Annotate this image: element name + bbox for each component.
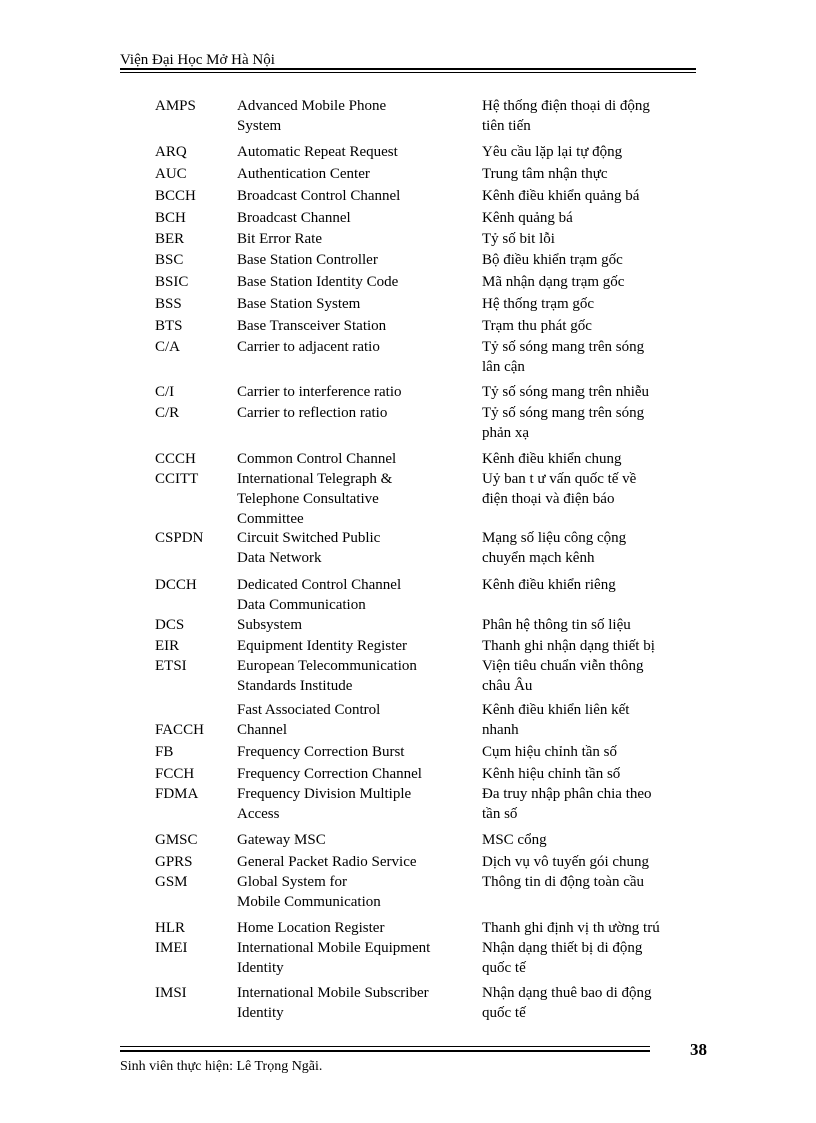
vietnamese-term: phản xạ — [482, 425, 530, 441]
page-number: 38 — [690, 1040, 707, 1059]
english-term: Telephone Consultative — [237, 491, 379, 507]
abbreviation-code: HLR — [155, 920, 185, 936]
footer-author: Sinh viên thực hiện: Lê Trọng Ngãi. — [120, 1059, 323, 1074]
english-term: Channel — [237, 722, 287, 738]
vietnamese-term: Trung tâm nhận thực — [482, 166, 608, 182]
abbreviation-code: CCCH — [155, 451, 196, 467]
vietnamese-term: Thanh ghi nhận dạng thiết bị — [482, 638, 655, 654]
vietnamese-term: Mạng số liệu công cộng — [482, 530, 627, 546]
abbreviation-code: C/I — [155, 384, 175, 400]
english-term: Committee — [237, 511, 304, 527]
abbreviation-code: C/R — [155, 405, 180, 421]
english-term: Advanced Mobile Phone — [237, 98, 387, 114]
english-term: Broadcast Control Channel — [237, 188, 401, 204]
abbreviation-code: BSIC — [155, 274, 189, 290]
vietnamese-term: quốc tế — [482, 960, 526, 976]
header-rule — [120, 68, 696, 70]
abbreviation-code: GPRS — [155, 854, 193, 870]
english-term: Base Station Identity Code — [237, 274, 399, 290]
vietnamese-term: Tỷ số sóng mang trên nhiễu — [482, 384, 650, 400]
abbreviation-code: DCS — [155, 617, 185, 633]
vietnamese-term: tiên tiến — [482, 118, 531, 134]
english-term: Data Network — [237, 550, 322, 566]
english-term: General Packet Radio Service — [237, 854, 417, 870]
abbreviation-code: C/A — [155, 339, 181, 355]
vietnamese-term: Viện tiêu chuẩn viễn thông — [482, 658, 644, 674]
vietnamese-term: Kênh điều khiển chung — [482, 451, 622, 467]
vietnamese-term: Uỷ ban t ư vấn quốc tế về — [482, 471, 637, 487]
english-term: Fast Associated Control — [237, 702, 381, 718]
vietnamese-term: Đa truy nhập phân chia theo — [482, 786, 652, 802]
english-term: Gateway MSC — [237, 832, 326, 848]
english-term: Automatic Repeat Request — [237, 144, 398, 160]
english-term: Frequency Division Multiple — [237, 786, 412, 802]
english-term: Mobile Communication — [237, 894, 381, 910]
vietnamese-term: nhanh — [482, 722, 519, 738]
english-term: International Mobile Equipment — [237, 940, 431, 956]
vietnamese-term: Nhận dạng thuê bao di động — [482, 985, 652, 1001]
footer-rule — [120, 1050, 650, 1052]
english-term: Broadcast Channel — [237, 210, 351, 226]
english-term: Subsystem — [237, 617, 303, 633]
english-term: Global System for — [237, 874, 347, 890]
english-term: Base Station System — [237, 296, 361, 312]
vietnamese-term: Nhận dạng thiết bị di động — [482, 940, 643, 956]
vietnamese-term: Tỷ số bit lỗi — [482, 231, 555, 247]
vietnamese-term: Mã nhận dạng trạm gốc — [482, 274, 625, 290]
english-term: Identity — [237, 960, 284, 976]
english-term: Frequency Correction Channel — [237, 766, 422, 782]
vietnamese-term: Trạm thu phát gốc — [482, 318, 592, 334]
english-term: Carrier to adjacent ratio — [237, 339, 380, 355]
vietnamese-term: Bộ điều khiển trạm gốc — [482, 252, 623, 268]
english-term: Bit Error Rate — [237, 231, 322, 247]
abbreviation-code: GMSC — [155, 832, 198, 848]
vietnamese-term: chuyển mạch kênh — [482, 550, 595, 566]
vietnamese-term: Yêu cầu lặp lại tự động — [482, 144, 623, 160]
vietnamese-term: quốc tế — [482, 1005, 526, 1021]
abbreviation-code: FCCH — [155, 766, 195, 782]
vietnamese-term: Kênh điều khiển quảng bá — [482, 188, 640, 204]
vietnamese-term: lân cận — [482, 359, 525, 375]
vietnamese-term: Thanh ghi định vị th ường trú — [482, 920, 660, 936]
abbreviation-code: BER — [155, 231, 185, 247]
english-term: International Mobile Subscriber — [237, 985, 429, 1001]
abbreviation-code: AUC — [155, 166, 187, 182]
english-term: Equipment Identity Register — [237, 638, 407, 654]
english-term: International Telegraph & — [237, 471, 393, 487]
vietnamese-term: Kênh điều khiển liên kết — [482, 702, 630, 718]
english-term: Home Location Register — [237, 920, 385, 936]
vietnamese-term: Hệ thống điện thoại di động — [482, 98, 650, 114]
abbreviation-code: BSC — [155, 252, 184, 268]
abbreviation-code: ARQ — [155, 144, 187, 160]
english-term: Identity — [237, 1005, 284, 1021]
english-term: European Telecommunication — [237, 658, 417, 674]
vietnamese-term: Kênh hiệu chỉnh tần số — [482, 766, 621, 782]
abbreviation-code: BCH — [155, 210, 186, 226]
english-term: Authentication Center — [237, 166, 370, 182]
english-term: Circuit Switched Public — [237, 530, 381, 546]
abbreviation-code: GSM — [155, 874, 188, 890]
english-term: System — [237, 118, 282, 134]
abbreviation-code: CCITT — [155, 471, 199, 487]
english-term: Carrier to reflection ratio — [237, 405, 388, 421]
english-term: Base Station Controller — [237, 252, 378, 268]
header-rule-thin — [120, 72, 696, 73]
abbreviation-code: FACCH — [155, 722, 204, 738]
abbreviation-code: ETSI — [155, 658, 187, 674]
abbreviation-code: FB — [155, 744, 174, 760]
vietnamese-term: Dịch vụ vô tuyến gói chung — [482, 854, 650, 870]
english-term: Base Transceiver Station — [237, 318, 387, 334]
vietnamese-term: Kênh quảng bá — [482, 210, 573, 226]
english-term: Access — [237, 806, 280, 822]
abbreviation-code: AMPS — [155, 98, 196, 114]
vietnamese-term: châu Âu — [482, 678, 533, 694]
vietnamese-term: Hệ thống trạm gốc — [482, 296, 595, 312]
abbreviation-code: IMSI — [155, 985, 187, 1001]
abbreviation-code: FDMA — [155, 786, 199, 802]
english-term: Frequency Correction Burst — [237, 744, 405, 760]
vietnamese-term: Thông tin di động toàn cầu — [482, 874, 645, 890]
abbreviation-code: IMEI — [155, 940, 188, 956]
abbreviation-code: BSS — [155, 296, 182, 312]
vietnamese-term: Cụm hiệu chỉnh tần số — [482, 744, 617, 760]
vietnamese-term: Kênh điều khiển riêng — [482, 577, 616, 593]
page-header-title: Viện Đại Học Mở Hà Nội — [120, 52, 275, 68]
english-term: Carrier to interference ratio — [237, 384, 402, 400]
english-term: Data Communication — [237, 597, 366, 613]
vietnamese-term: Tỷ số sóng mang trên sóng — [482, 339, 645, 355]
vietnamese-term: MSC cổng — [482, 832, 547, 848]
english-term: Common Control Channel — [237, 451, 397, 467]
abbreviation-code: BTS — [155, 318, 183, 334]
abbreviation-code: EIR — [155, 638, 180, 654]
abbreviation-code: BCCH — [155, 188, 196, 204]
english-term: Dedicated Control Channel — [237, 577, 402, 593]
abbreviation-code: CSPDN — [155, 530, 204, 546]
vietnamese-term: tần số — [482, 806, 518, 822]
vietnamese-term: Phân hệ thông tin số liệu — [482, 617, 631, 633]
vietnamese-term: điện thoại và điện báo — [482, 491, 615, 507]
english-term: Standards Institude — [237, 678, 353, 694]
vietnamese-term: Tỷ số sóng mang trên sóng — [482, 405, 645, 421]
footer-rule-thin — [120, 1046, 650, 1047]
abbreviation-code: DCCH — [155, 577, 197, 593]
